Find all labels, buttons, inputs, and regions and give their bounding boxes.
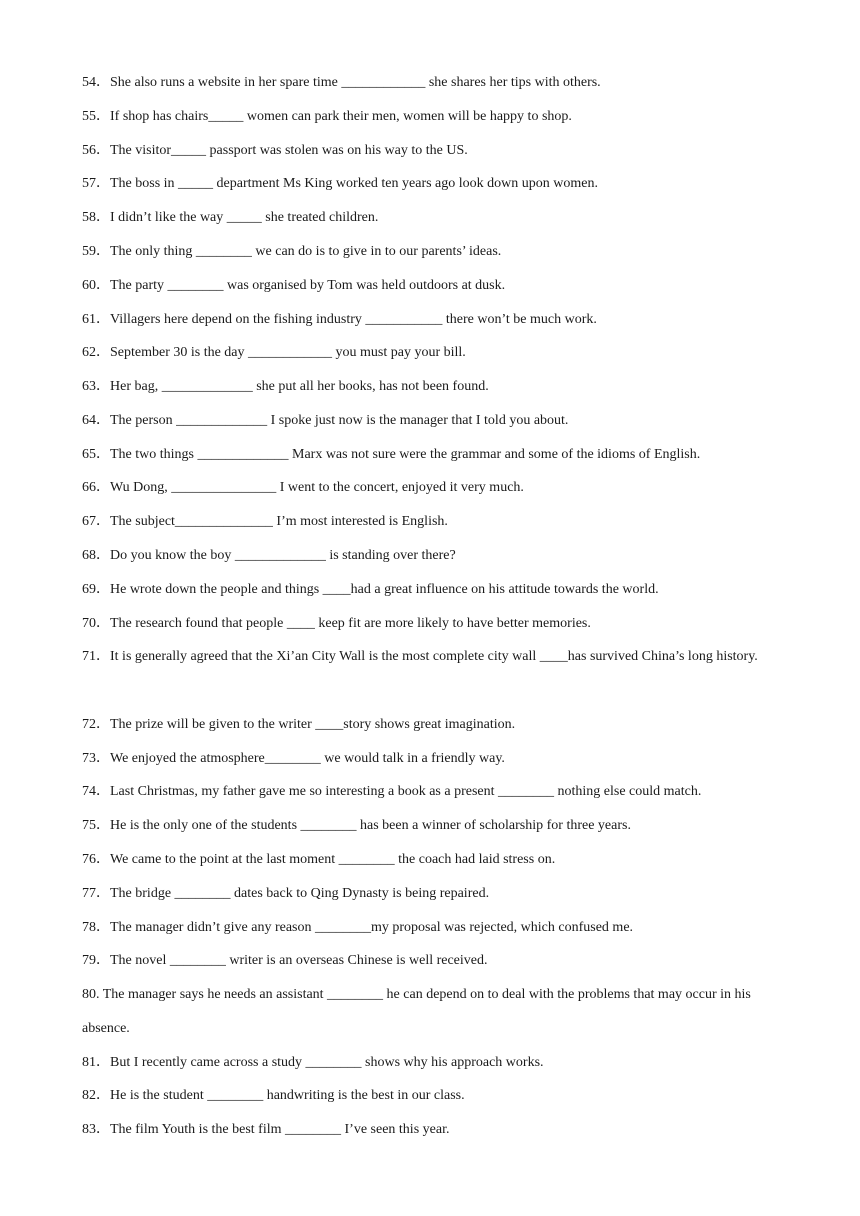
question-57: 57．The boss in _____ department Ms King worked ten years ago look down upon women.: [82, 176, 598, 191]
question-66: 66．Wu Dong, _______________ I went to the concert, enjoyed it very much.: [82, 480, 524, 495]
question-76: 76．We came to the point at the last moment ________ the coach had laid stress on.: [82, 852, 556, 867]
question-64: 64．The person _____________ I spoke just now is the manager that I told you about.: [82, 413, 569, 428]
question-78: 78．The manager didn’t give any reason ________my proposal was rejected, which confused me.: [82, 920, 634, 935]
question-67: 67．The subject______________ I’m most interested is English.: [82, 514, 448, 529]
question-58: 58．I didn’t like the way _____ she treated children.: [82, 210, 379, 225]
question-74: 74．Last Christmas, my father gave me so interesting a book as a present ________ nothing else could match.: [82, 784, 702, 799]
question-73: 73．We enjoyed the atmosphere________ we would talk in a friendly way.: [82, 751, 505, 766]
question-56: 56．The visitor_____ passport was stolen was on his way to the US.: [82, 143, 468, 158]
question-61: 61．Villagers here depend on the fishing industry ___________ there won’t be much work.: [82, 312, 597, 327]
question-55: 55．If shop has chairs_____ women can park their men, women will be happy to shop.: [82, 109, 572, 124]
question-82: 82．He is the student ________ handwriting is the best in our class.: [82, 1088, 465, 1103]
question-63: 63．Her bag, _____________ she put all her books, has not been found.: [82, 379, 489, 394]
question-72: 72．The prize will be given to the writer ____story shows great imagination.: [82, 717, 516, 732]
question-80: 80. The manager says he needs an assistant ________ he can depend on to deal with the problems that may occur in his absence.: [82, 987, 751, 1036]
question-59: 59．The only thing ________ we can do is to give in to our parents’ ideas.: [82, 244, 502, 259]
question-69: 69．He wrote down the people and things ____had a great influence on his attitude towards the world.: [82, 582, 659, 597]
question-71: 71．It is generally agreed that the Xi’an City Wall is the most complete city wall ____has survived China’s long history.: [82, 649, 758, 664]
question-68: 68．Do you know the boy _____________ is standing over there?: [82, 548, 456, 563]
question-70: 70．The research found that people ____ keep fit are more likely to have better memories.: [82, 616, 591, 631]
question-54: 54．She also runs a website in her spare time ____________ she shares her tips with others.: [82, 75, 601, 90]
question-81: 81．But I recently came across a study ________ shows why his approach works.: [82, 1055, 544, 1070]
question-62: 62．September 30 is the day ____________ you must pay your bill.: [82, 345, 466, 360]
question-65: 65．The two things _____________ Marx was not sure were the grammar and some of the idioms of English.: [82, 447, 701, 462]
question-79: 79．The novel ________ writer is an overseas Chinese is well received.: [82, 953, 488, 968]
question-77: 77．The bridge ________ dates back to Qing Dynasty is being repaired.: [82, 886, 490, 901]
question-60: 60．The party ________ was organised by Tom was held outdoors at dusk.: [82, 278, 506, 293]
question-83: 83．The film Youth is the best film ________ I’ve seen this year.: [82, 1122, 450, 1137]
question-75: 75．He is the only one of the students ________ has been a winner of scholarship for three years.: [82, 818, 631, 833]
